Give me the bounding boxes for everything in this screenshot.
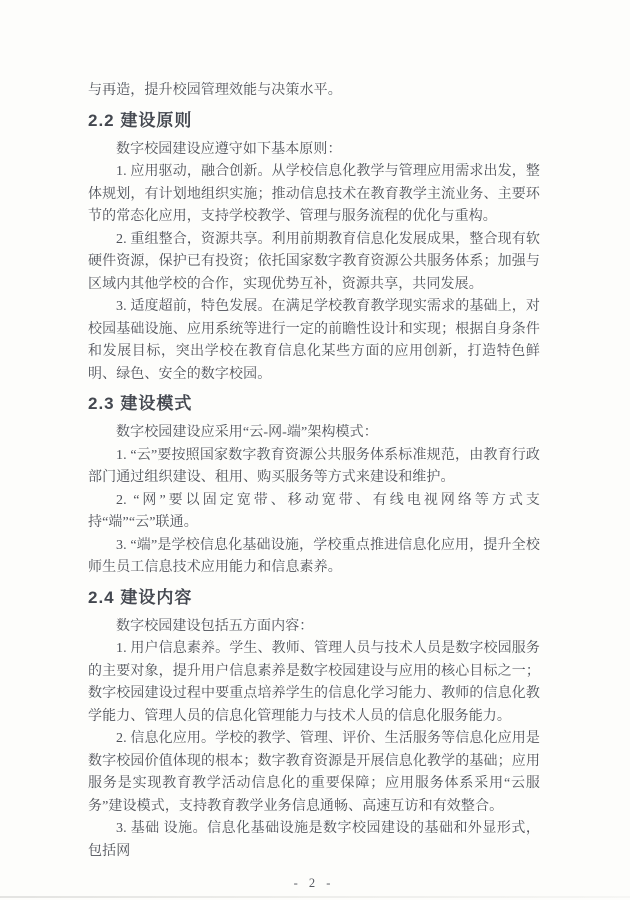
section-heading-2-2: 2.2 建设原则 [88, 110, 193, 130]
list-item: 2. 重组整合，资源共享。利用前期教育信息化发展成果，整合现有软硬件资源，保护已有投资；依托国家数字教育资源公共服务体系；加强与区域内其他学校的合作，实现优势互补，资源共享，共同发展。 [88, 231, 540, 292]
page-number: - 2 - [293, 876, 335, 890]
list-item: 3. 基础 设施。信息化基础设施是数字校园建设的基础和外显形式，包括网 [88, 821, 540, 859]
list-item: 3. 适度超前，特色发展。在满足学校教育教学现实需求的基础上，对校园基础设施、应用系统等进行一定的前瞻性设计和实现；根据自身条件和发展目标，突出学校在教育信息化某些方面的应用创新，打造特色鲜明、绿色、安全的数字校园。 [88, 299, 540, 382]
list-item: 1. 用户信息素养。学生、教师、管理人员与技术人员是数字校园服务的主要对象，提升用户信息素养是数字校园建设与应用的核心目标之一；数字校园建设过程中要重点培养学生的信息化学习能力、教师的信息化教学能力、管理人员的信息化管理能力与技术人员的信息化服务能力。 [88, 641, 540, 724]
page-content [88, 0, 540, 891]
section-heading-2-3: 2.3 建设模式 [88, 394, 193, 413]
list-item: 1. “云”要按照国家数字教育资源公共服务体系标准规范，由教育行政部门通过组织建设、租用、购买服务等方式来建设和维护。 [88, 447, 540, 485]
section-2-4-intro: 数字校园建设包括五方面内容： [116, 618, 314, 634]
leading-paragraph: 与再造，提升校园管理效能与决策水平。 [88, 83, 342, 98]
list-item: 2. “网”要以固定宽带、移动宽带、有线电视网络等方式支持“端”“云”联通。 [88, 492, 540, 530]
scan-bottom-edge [0, 896, 630, 898]
section-2-3-intro: 数字校园建设应采用“云-网-端”架构模式： [116, 425, 378, 440]
section-heading-2-4: 2.4 建设内容 [88, 587, 193, 607]
section-2-2-intro: 数字校园建设应遵守如下基本原则： [116, 141, 342, 157]
list-item: 3. “端”是学校信息化基础设施，学校重点推进信息化应用，提升全校师生员工信息技术应用能力和信息素养。 [88, 537, 540, 575]
list-item: 2. 信息化应用。学校的教学、管理、评价、生活服务等信息化应用是数字校园价值体现的根本；数字教育资源是开展信息化教学的基础；应用服务是实现教育教学活动信息化的重要保障；应用服务体系采用“云服务”建设模式，支持教育教学业务信息通畅、高速互访和有效整合。 [88, 731, 540, 814]
list-item: 1. 应用驱动，融合创新。从学校信息化教学与管理应用需求出发，整体规划，有计划地组织实施；推动信息技术在教育教学主流业务、主要环节的常态化应用，支持学校教学、管理与服务流程的优化与重构。 [88, 164, 540, 224]
